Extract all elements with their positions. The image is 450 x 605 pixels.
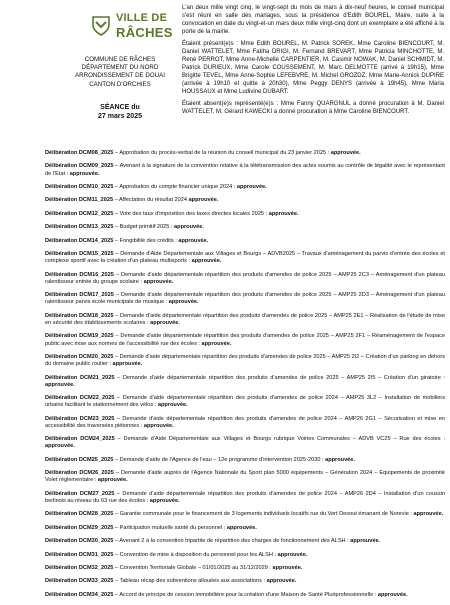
deliberation-text: – Affectation du résultat 2024 [113, 197, 189, 204]
list-item [45, 354, 445, 368]
list-item [45, 592, 445, 599]
deliberation-text: – Avenant à la signature de la convention relative à la télétransmission des actes soumis au contrôle de légalité avec le représentant de l'Etat : [45, 163, 445, 177]
deliberation-number: Délibération DCM31_2025 [45, 551, 114, 558]
deliberation-number: Délibération DCM13_2025 [45, 224, 114, 231]
deliberation-result: approuvée. [188, 197, 219, 204]
list-item [45, 197, 445, 204]
deliberation-number: Délibération DCM28_2025 [45, 511, 114, 518]
deliberation-result: approuvée. [413, 511, 444, 518]
deliberation-text: – Demande d'aide départementale répartition des produits d'amendes de police 2024 – AMP26 2G1 – Sécurisation et mise en accessibilité des traversées piétonnes : [45, 415, 445, 429]
list-item [45, 578, 445, 585]
deliberation-result: approuvée. [168, 299, 199, 306]
deliberation-text: – Tableau récap des subventions allouées aux associations : [113, 578, 267, 585]
deliberation-result: approuvée. [143, 422, 174, 429]
deliberation-result: approuvée. [150, 319, 180, 326]
deliberation-result: approuvée. [97, 477, 128, 484]
deliberation-result: approuvée. [143, 278, 174, 285]
list-item [45, 272, 445, 286]
list-item [45, 511, 445, 518]
list-item [45, 251, 445, 265]
seance-date: 27 mars 2025 [98, 113, 142, 120]
deliberation-number: Délibération DCM33_2025 [45, 578, 114, 585]
list-item [45, 375, 445, 389]
deliberation-text: – Participation mutuelle santé du personnel : [113, 524, 227, 531]
deliberation-result: approuvée. [236, 183, 267, 190]
commune-line: DÉPARTEMENT DU NORD [81, 64, 159, 72]
deliberation-result: approuvée. [272, 565, 303, 572]
commune-line: ARRONDISSEMENT DE DOUAI [75, 72, 165, 80]
deliberation-text: – Demande d'aide départementale répartition des produits d'amendes de police 2024 – AMP25 3L2 – Installation de mobiliers urbains facilitant le stationnement des vélos : [45, 395, 445, 409]
deliberation-text: – Demande d'Aide Départementale aux Villages et Bourgs – ADVB2025 – Travaux d'aménagement du parvis d'entrée des écoles et complexe sportif avec la création d'un plateau multisports : [45, 250, 445, 265]
deliberation-number: Délibération DCM19_2025 [45, 333, 114, 340]
town-logo [92, 10, 173, 50]
deliberation-number: Délibération DCM11_2025 [45, 197, 114, 204]
deliberation-text: – Accord de principe de cession immobilière pour la création d'une Maison de Santé Pluriprofessionnelle : [113, 591, 378, 598]
deliberation-number: Délibération DCM18_2025 [45, 312, 114, 319]
header-text [182, 4, 444, 120]
deliberation-text: – Convention de mise à disposition du personnel pour les ALSH : [113, 551, 278, 558]
list-item [45, 395, 445, 409]
deliberation-result: approuvée. [149, 498, 180, 505]
deliberation-text: – Vote des taux d'imposition des taxes directes locales 2025 : [113, 210, 269, 217]
deliberation-text: – Demande d'aide départementale répartition des produits d'amendes de police 2025 – AMP25 2C3 – Aménagement d'un plateau ralentisseur entrée du groupe scolaire : [45, 271, 445, 285]
deliberation-list [45, 150, 445, 605]
deliberation-text: – Avenant 2 à la convention tripartite de répartition des charges de fonctionnement des ALSH : [113, 538, 351, 545]
list-item [45, 313, 445, 327]
deliberation-result: approuvée. [69, 170, 100, 177]
deliberation-number: Délibération DCM10_2025 [45, 183, 114, 190]
logo-text-line1: VILLE DE [116, 12, 168, 24]
deliberation-number: Délibération DCM12_2025 [45, 210, 114, 217]
deliberation-number: Délibération DCM23_2025 [45, 415, 115, 422]
deliberation-number: Délibération DCM21_2025 [45, 374, 115, 381]
list-item [45, 184, 445, 191]
deliberation-number: Délibération DCM20_2025 [45, 353, 114, 360]
list-item [45, 163, 445, 177]
list-item [45, 292, 445, 306]
deliberation-number: Délibération DCM30_2025 [45, 538, 114, 545]
deliberation-number: Délibération DCM16_2025 [45, 271, 114, 278]
deliberation-text: – Convention Territoriale Globale – 01/01/2025 au 31/12/2029 : [113, 565, 273, 572]
presents-paragraph: Étaient présent(e)s : Mme Edith BOUREL, M. Patrick SOREK, Mme Caroline BIENCOURT, M. Daniel WATTELET, Mme Fatiha DRIGI, M. Fernand BREVART, Mme Patricia MINCHOTTE, M. René PERROT, Mme Anne-Michelle CARPENTIER, M. Casimir NOWAK, M. Daniel SCHMIDT, M. Patrick DURIEUX, Mme Carole COUSSEMENT, M. Marc DELMOTTE (arrivé à 19h15), Mme Brigitte TEVEL, Mme Anne-Sophie LEFEBVRE, M. Michel GROZDZ, Mme Marie-Annick DUPIRE (arrivée à 19h10 et quitte à 20h30), Mme Peggy DENYS (arrivée à 19h45), Mme Maria HOUSSAUX et Mme Ludivine DUBART. [182, 41, 444, 95]
list-item [45, 224, 445, 231]
deliberation-result: approuvée. [350, 538, 381, 545]
deliberation-text: – Budget primitif 2025 : [113, 224, 175, 231]
list-item [45, 150, 445, 157]
absents-paragraph: Étaient absent(e)s représenté(e)s : Mme Fanny QUARGNUL a donné procuration à M. Daniel WATTELET, M. Gérard KAWECKI a donné procuration à Mme Caroline BIENCOURT. [182, 101, 444, 115]
deliberation-number: Délibération DCM22_2025 [45, 395, 115, 402]
deliberation-text: – Demande d'aide départementale répartition des produits d'amendes de police 2025 – AMP25 2F1 – Réaménagement de l'espace public avec mise aux normes de l'accessibilité rue des écoles : [45, 333, 446, 347]
deliberation-number: Délibération DCM09_2025 [45, 163, 114, 170]
list-item [45, 436, 445, 450]
commune-line: COMMUNE DE RÂCHES [84, 56, 156, 63]
seance-label: SÉANCE du [100, 104, 140, 111]
deliberation-result: approuvée. [201, 340, 232, 347]
list-item [45, 211, 445, 218]
deliberation-text: – Demande d'aide départementale répartition des produits d'amendes de police 2025 – AMP25 2D3 – Aménagement d'un plateau ralentisseur parvis école municipale de musique : [45, 292, 445, 306]
deliberation-number: Délibération DCM27_2025 [45, 490, 115, 497]
deliberation-result: approuvée. [178, 237, 209, 244]
list-item [45, 491, 445, 505]
deliberation-number: Délibération DCM17_2025 [45, 292, 114, 299]
deliberation-result: approuvée. [45, 443, 75, 450]
deliberation-text: – Demande d'aide départementale répartition des produits d'amendes de police 2025 – AMP25 2I2 – Création d'un parking en dehors du domaine public routier : [45, 353, 445, 368]
deliberation-number: Délibération DCM29_2025 [45, 524, 114, 531]
logo-text-line2: RÂCHES [116, 25, 173, 40]
list-item [45, 565, 445, 572]
deliberation-result: approuvée. [266, 578, 297, 585]
list-item [45, 238, 445, 245]
deliberation-text: – Demande d'aide auprès de l'Agence Nationale du Sport plan 5000 équipements – Génération 2024 – Equipements de proximité Volet réglementaire : [45, 470, 445, 484]
deliberation-number: Délibération DCM34_2025 [45, 591, 114, 598]
commune-line: CANTON D'ORCHIES [89, 80, 151, 88]
deliberation-number: Délibération DCM08_2025 [45, 150, 114, 156]
deliberation-number: Délibération DCM26_2025 [45, 470, 114, 477]
deliberation-result: approuvée. [325, 456, 355, 463]
deliberation-result: approuvée. [45, 381, 75, 388]
commune-block [60, 56, 180, 89]
deliberation-text: – Approbation du compte financier unique 2024 : [113, 183, 237, 190]
deliberation-result: approuvée. [174, 224, 204, 231]
deliberation-number: Délibération DCM14_2025 [45, 237, 114, 244]
deliberation-result: approuvée. [277, 551, 308, 558]
list-item [45, 538, 445, 545]
deliberation-text: – Demande d'aide départementale répartition des produits d'amendes de police 2025 – AMP25 2I5 – Création d'un giratoire : [114, 374, 445, 381]
deliberation-number: Délibération DCM32_2025 [45, 565, 114, 572]
deliberation-result: approuvée. [377, 591, 408, 598]
deliberation-result: approuvée. [226, 524, 257, 531]
deliberation-text: – Demande d'aide départementale répartition des produits d'amendes de police 2025 – AMP25 2E1 – Réalisation de l'étude de mise en sécurité des établissements scolaires : [45, 312, 445, 326]
deliberation-text: – Garantie communale pour le financement de 3 logements individuels locatifs rue du Vert Desout émanant de Norevie : [113, 511, 414, 518]
intro-paragraph: L'an deux mille vingt cinq, le vingt-sept du mois de mars à dix-neuf heures, le conseil municipal s'est réuni en salle des mariages, sous la présidence d'Edith BOUREL, Maire, suite à la convocation en date du vingt-et-un mars deux mille vingt-cinq dont un exemplaire a été affiché à la porte de la mairie. [182, 5, 444, 35]
shield-icon [92, 16, 110, 36]
list-item [45, 470, 445, 484]
deliberation-result: approuvée. [268, 210, 299, 217]
list-item [45, 552, 445, 559]
deliberation-number: Délibération DCM15_2025 [45, 250, 114, 257]
list-item [45, 333, 445, 347]
deliberation-result: approuvée. [157, 402, 188, 409]
deliberation-text: – Approbation du procès-verbal de la réunion du conseil municipal du 23 janvier 2025 : [113, 150, 331, 156]
list-item [45, 525, 445, 532]
deliberation-text: – Demande d'Aide Départementale aux Villages et Bourgs rubrique Voiries Communales – ADVB VC25 – Rue des écoles : [114, 436, 445, 443]
deliberation-number: Délibération DCM25_2025 [45, 456, 114, 463]
deliberation-text: – Fongibilité des crédits : [113, 237, 179, 244]
seance-block [60, 103, 180, 121]
deliberation-result: approuvée. [191, 258, 222, 265]
deliberation-text: – Demande d'aide départementale répartition des produits d'amendes de police 2024 – AMP26 2D4 – Installation d'un coussin berlinois au niveau du 63 rue des écoles : [45, 490, 446, 505]
deliberation-number: Délibération DCM24_2025 [45, 436, 115, 443]
list-item [45, 457, 445, 464]
list-item [45, 416, 445, 430]
deliberation-text: – Demande d'aide de l'Agence de l'eau – 12e programme d'intervention 2025-2030 : [113, 456, 326, 463]
deliberation-result: approuvée. [330, 150, 361, 156]
deliberation-result: approuvée. [112, 361, 143, 368]
